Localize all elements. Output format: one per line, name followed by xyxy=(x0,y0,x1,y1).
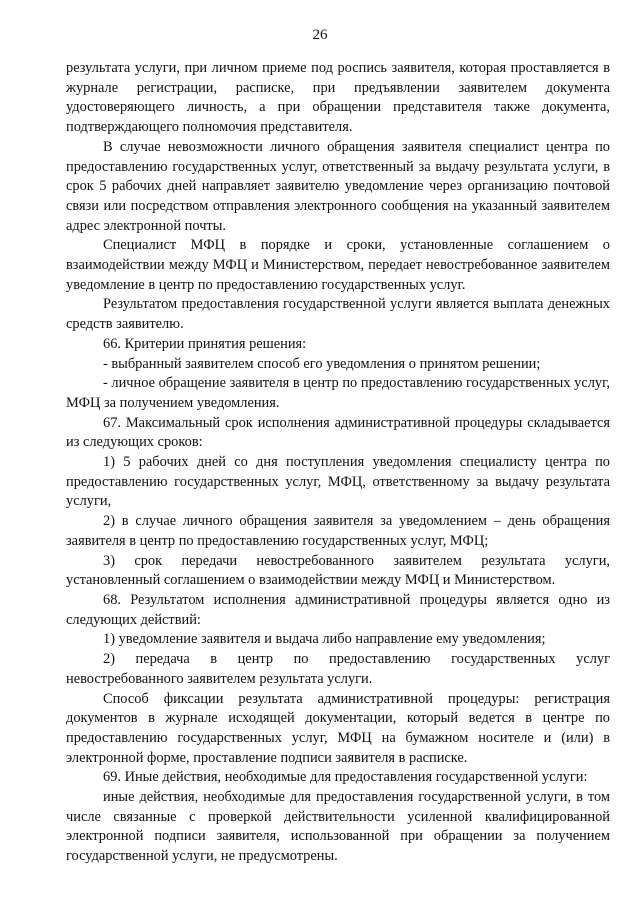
paragraph-69-text: иные действия, необходимые для предоставления государственной услуги, в том числе связанные с проверкой действительности усиленной квалифицированной электронной подписи заявителя, использованной при обращении за получением государственной услуги, не предусмотрены. xyxy=(66,789,610,865)
paragraph-67-item-2: 2) в случае личного обращения заявителя за уведомлением – день обращения заявителя в центр по предоставлению государственных услуг, МФЦ; xyxy=(66,513,610,549)
paragraph-67-item-1: 1) 5 рабочих дней со дня поступления уведомления специалисту центра по предоставлению государственных услуг, МФЦ, ответственному за выдачу результата услуги, xyxy=(66,454,610,510)
paragraph-68-heading: 68. Результатом исполнения административной процедуры является одно из следующих действий: xyxy=(66,591,610,628)
paragraph-fixation-method: Способ фиксации результата административной процедуры: регистрация документов в журнале исходящей документации, который ведется в центре по предоставлению государственных услуг, МФЦ на бумажном носителе и (или) в электронной форме, проставление подписи заявителя в расписке. xyxy=(66,690,610,766)
paragraph-69-heading: 69. Иные действия, необходимые для предоставления государственной услуги: xyxy=(103,769,588,786)
paragraph-68-item-1: 1) уведомление заявителя и выдача либо направление ему уведомления; xyxy=(103,631,546,648)
paragraph-68-item-2: 2) передача в центр по предоставлению государственных услуг невостребованного заявителем результата услуги. xyxy=(66,651,610,687)
paragraph-service-result: Результатом предоставления государственной услуги является выплата денежных средств заявителю. xyxy=(66,296,610,333)
paragraph-67-heading: 67. Максимальный срок исполнения административной процедуры складывается из следующих сроков: xyxy=(66,414,610,451)
paragraph-66-heading: 66. Критерии принятия решения: xyxy=(103,335,307,352)
paragraph-result-issuance: результата услуги, при личном приеме под роспись заявителя, которая проставляется в журнале регистрации, расписке, при предъявлении заявителем документа удостоверяющего личность, а при обращении представителя также документа, подтверждающего полномочия представителя. xyxy=(66,60,610,136)
paragraph-67-item-3: 3) срок передачи невостребованного заявителем результата услуги, установленный соглашением о взаимодействии между МФЦ и Министерством. xyxy=(66,552,610,589)
paragraph-no-personal-visit: В случае невозможности личного обращения заявителя специалист центра по предоставлению государственных услуг, ответственный за выдачу результата услуги, в срок 5 рабочих дней направляет заявителю уведомление через организацию почтовой связи или посредством отправления электронного сообщения на указанный заявителем адрес электронной почты. xyxy=(66,138,610,234)
paragraph-66-item-2: - личное обращение заявителя в центр по предоставлению государственных услуг, МФЦ за получением уведомления. xyxy=(66,375,610,411)
paragraph-66-item-1: - выбранный заявителем способ его уведомления о принятом решении; xyxy=(103,355,541,372)
page-number: 26 xyxy=(312,27,328,43)
document-body xyxy=(66,59,610,867)
paragraph-mfc-transfer: Специалист МФЦ в порядке и сроки, установленные соглашением о взаимодействии между МФЦ и Министерством, передает невостребованное заявителем уведомление в центр по предоставлению государственных услуг. xyxy=(66,237,610,293)
